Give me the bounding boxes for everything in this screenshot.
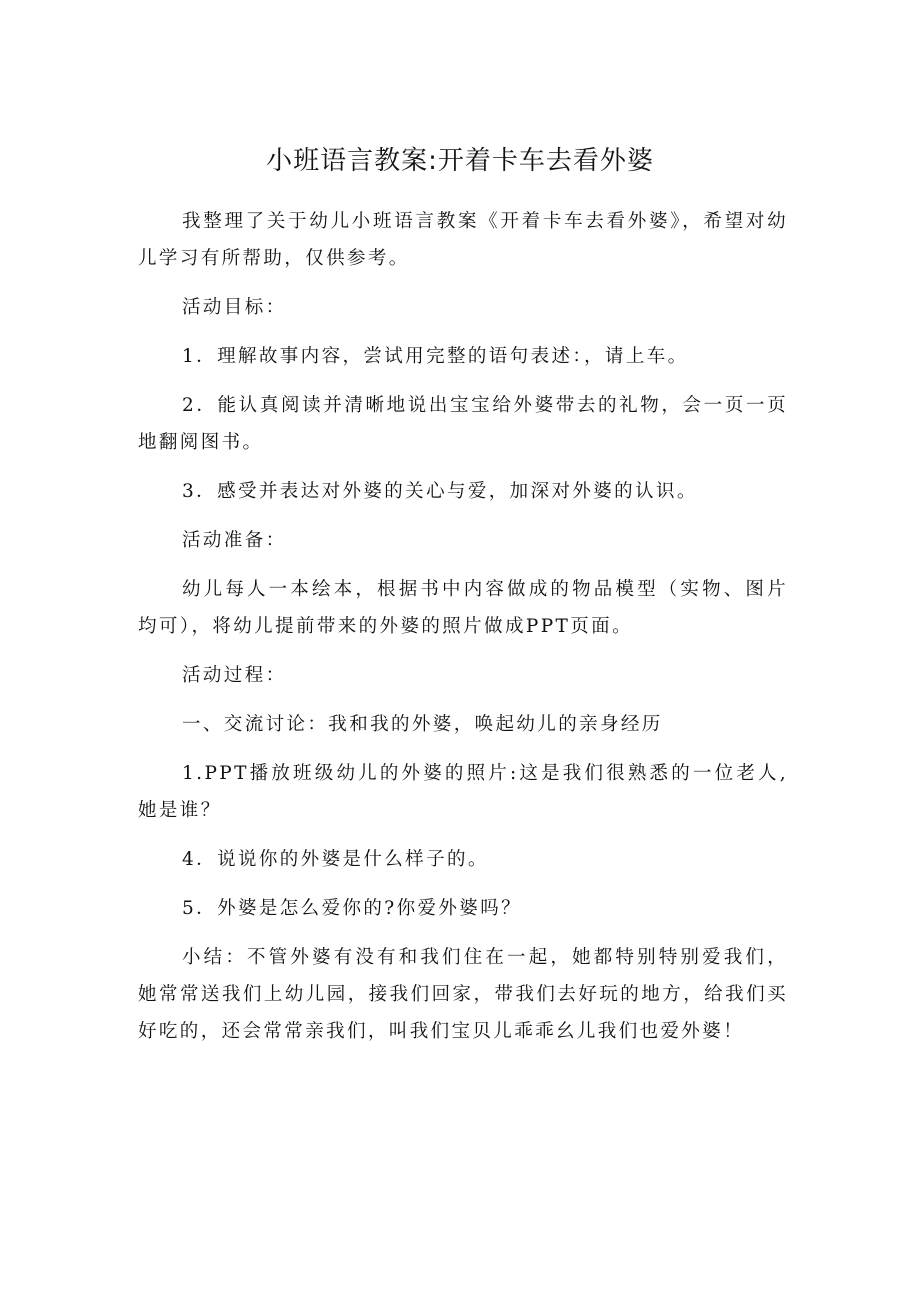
process-step-1-heading: 一、交流讨论：我和我的外婆，唤起幼儿的亲身经历 xyxy=(182,714,663,735)
document-body xyxy=(138,203,788,1050)
process-item-4: 4．说说你的外婆是什么样子的。 xyxy=(182,849,489,870)
goal-item-1: 1．理解故事内容，尝试用完整的语句表述：，请上车。 xyxy=(182,346,689,367)
summary-paragraph: 小结：不管外婆有没有和我们住在一起，她都特别特别爱我们，她常常送我们上幼儿园，接我们回家，带我们去好玩的地方，给我们买好吃的，还会常常亲我们，叫我们宝贝儿乖乖幺儿我们也爱外婆！ xyxy=(138,947,788,1042)
goal-item-3: 3．感受并表达对外婆的关心与爱，加深对外婆的认识。 xyxy=(182,481,698,502)
document-title: 小班语言教案:开着卡车去看外婆 xyxy=(266,146,654,176)
process-item-1: 1.PPT播放班级幼儿的外婆的照片:这是我们很熟悉的一位老人,她是谁？ xyxy=(138,763,788,821)
section-heading-process: 活动过程： xyxy=(182,665,287,686)
section-heading-goals: 活动目标： xyxy=(182,297,287,318)
process-item-5: 5．外婆是怎么爱你的?你爱外婆吗？ xyxy=(182,898,522,919)
section-heading-preparation: 活动准备： xyxy=(182,530,287,551)
goal-item-2: 2．能认真阅读并清晰地说出宝宝给外婆带去的礼物，会一页一页地翻阅图书。 xyxy=(138,395,788,453)
intro-paragraph: 我整理了关于幼儿小班语言教案《开着卡车去看外婆》，希望对幼儿学习有所帮助，仅供参考。 xyxy=(138,211,788,269)
preparation-paragraph: 幼儿每人一本绘本，根据书中内容做成的物品模型（实物、图片均可），将幼儿提前带来的外婆的照片做成PPT页面。 xyxy=(138,579,788,637)
